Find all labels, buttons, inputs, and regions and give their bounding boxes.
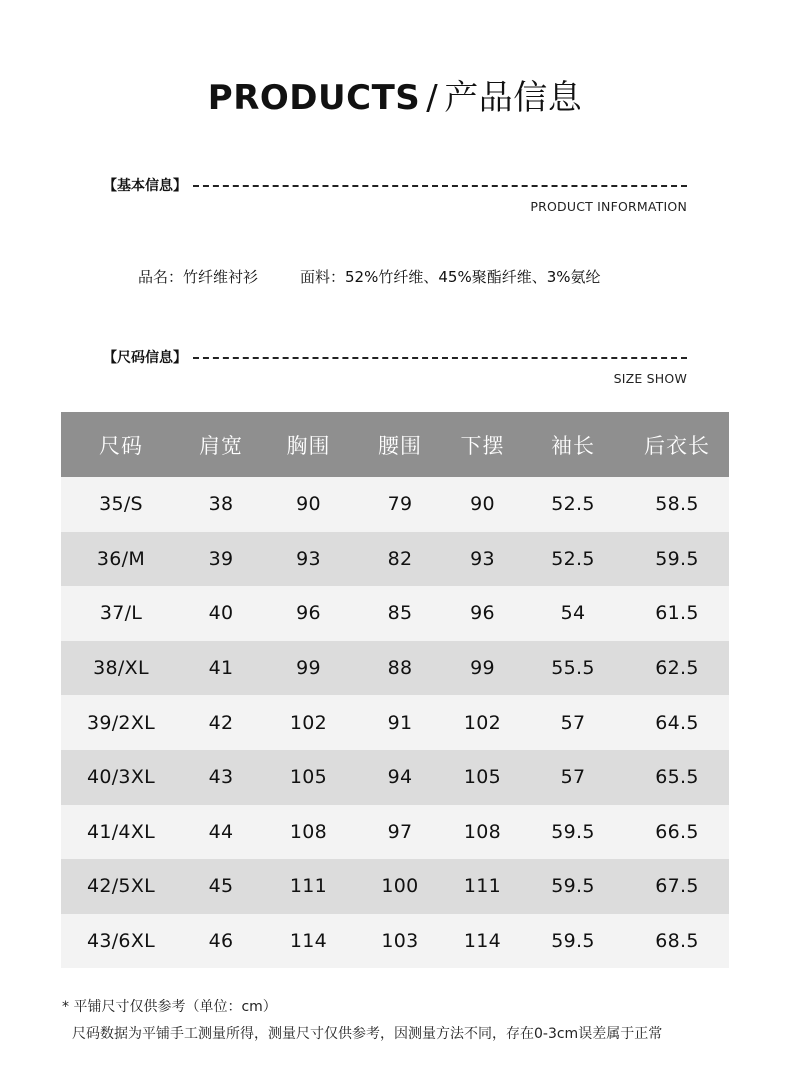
cell-waist: 88	[356, 641, 444, 696]
cell-hem: 108	[444, 805, 521, 860]
cell-waist: 82	[356, 532, 444, 587]
basic-info-header	[103, 175, 687, 195]
cell-hem: 93	[444, 532, 521, 587]
cell-back-length: 65.5	[625, 750, 729, 805]
cell-shoulder: 43	[181, 750, 261, 805]
cell-chest: 93	[261, 532, 356, 587]
cell-chest: 108	[261, 805, 356, 860]
cell-hem: 105	[444, 750, 521, 805]
table-row	[61, 695, 729, 750]
size-info-label: 【尺码信息】	[103, 350, 187, 366]
cell-waist: 85	[356, 586, 444, 641]
cell-waist: 97	[356, 805, 444, 860]
cell-shoulder: 46	[181, 914, 261, 969]
table-row	[61, 859, 729, 914]
cell-shoulder: 45	[181, 859, 261, 914]
product-info-row	[138, 266, 698, 287]
cell-chest: 99	[261, 641, 356, 696]
cell-hem: 114	[444, 914, 521, 969]
cell-size: 37/L	[61, 586, 181, 641]
note-reference: * 平铺尺寸仅供参考（单位：cm）	[62, 999, 277, 1015]
title-chinese: 产品信息	[444, 78, 583, 118]
cell-back-length: 64.5	[625, 695, 729, 750]
cell-hem: 99	[444, 641, 521, 696]
cell-waist: 94	[356, 750, 444, 805]
cell-size: 41/4XL	[61, 805, 181, 860]
cell-sleeve: 52.5	[521, 532, 625, 587]
size-info-header	[103, 347, 687, 367]
cell-sleeve: 54	[521, 586, 625, 641]
table-row	[61, 477, 729, 532]
table-row	[61, 586, 729, 641]
cell-sleeve: 57	[521, 695, 625, 750]
cell-sleeve: 59.5	[521, 859, 625, 914]
title-english: PRODUCTS	[207, 78, 421, 118]
dashed-divider	[193, 185, 687, 187]
product-name: 品名：竹纤维衬衫	[138, 268, 259, 286]
cell-hem: 102	[444, 695, 521, 750]
cell-shoulder: 42	[181, 695, 261, 750]
cell-sleeve: 59.5	[521, 914, 625, 969]
header-hem: 下摆	[444, 412, 521, 477]
cell-chest: 105	[261, 750, 356, 805]
cell-chest: 102	[261, 695, 356, 750]
header-shoulder: 肩宽	[181, 412, 261, 477]
table-row	[61, 641, 729, 696]
table-row	[61, 914, 729, 969]
cell-sleeve: 57	[521, 750, 625, 805]
cell-back-length: 67.5	[625, 859, 729, 914]
cell-shoulder: 44	[181, 805, 261, 860]
cell-back-length: 58.5	[625, 477, 729, 532]
dashed-divider	[193, 357, 687, 359]
cell-size: 39/2XL	[61, 695, 181, 750]
header-sleeve: 袖长	[521, 412, 625, 477]
cell-back-length: 62.5	[625, 641, 729, 696]
title-separator: /	[426, 78, 439, 118]
cell-shoulder: 41	[181, 641, 261, 696]
product-fabric: 面料：52%竹纤维、45%聚酯纤维、3%氨纶	[300, 268, 601, 286]
cell-hem: 111	[444, 859, 521, 914]
cell-chest: 96	[261, 586, 356, 641]
cell-chest: 114	[261, 914, 356, 969]
cell-waist: 100	[356, 859, 444, 914]
size-table	[61, 412, 729, 968]
cell-size: 43/6XL	[61, 914, 181, 969]
cell-back-length: 66.5	[625, 805, 729, 860]
cell-waist: 79	[356, 477, 444, 532]
cell-chest: 111	[261, 859, 356, 914]
page-title	[0, 70, 790, 119]
cell-size: 40/3XL	[61, 750, 181, 805]
cell-shoulder: 39	[181, 532, 261, 587]
cell-hem: 96	[444, 586, 521, 641]
cell-back-length: 68.5	[625, 914, 729, 969]
table-row	[61, 750, 729, 805]
table-header-row	[61, 412, 729, 477]
header-waist: 腰围	[356, 412, 444, 477]
note-measurement: 尺码数据为平铺手工测量所得，测量尺寸仅供参考，因测量方法不同，存在0-3cm误差属于正常	[72, 1026, 663, 1042]
cell-sleeve: 52.5	[521, 477, 625, 532]
cell-size: 36/M	[61, 532, 181, 587]
cell-size: 38/XL	[61, 641, 181, 696]
cell-back-length: 61.5	[625, 586, 729, 641]
cell-size: 35/S	[61, 477, 181, 532]
cell-chest: 90	[261, 477, 356, 532]
cell-waist: 103	[356, 914, 444, 969]
cell-sleeve: 59.5	[521, 805, 625, 860]
cell-shoulder: 38	[181, 477, 261, 532]
cell-hem: 90	[444, 477, 521, 532]
header-chest: 胸围	[261, 412, 356, 477]
header-back-length: 后衣长	[625, 412, 729, 477]
table-row	[61, 805, 729, 860]
basic-info-label: 【基本信息】	[103, 178, 187, 194]
cell-waist: 91	[356, 695, 444, 750]
cell-back-length: 59.5	[625, 532, 729, 587]
cell-size: 42/5XL	[61, 859, 181, 914]
cell-shoulder: 40	[181, 586, 261, 641]
table-row	[61, 532, 729, 587]
header-size: 尺码	[61, 412, 181, 477]
size-info-subtitle: SIZE SHOW	[613, 371, 687, 386]
basic-info-subtitle: PRODUCT INFORMATION	[530, 199, 687, 214]
cell-sleeve: 55.5	[521, 641, 625, 696]
